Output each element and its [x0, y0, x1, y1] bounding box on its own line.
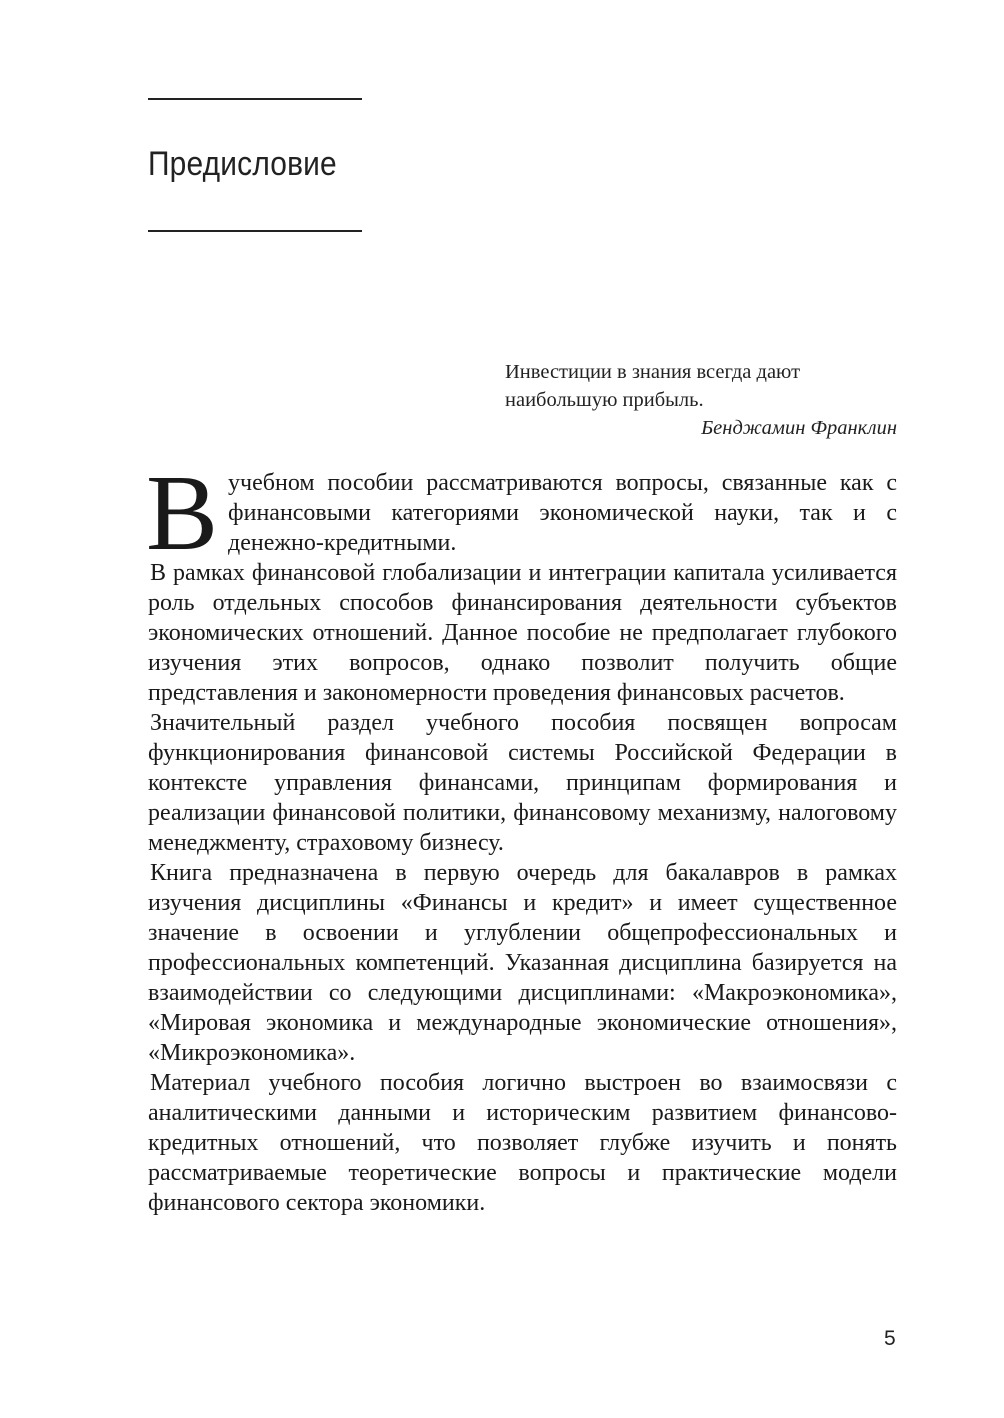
- paragraph-1: [146, 454, 897, 573]
- drop-cap: В: [146, 454, 219, 573]
- epigraph-author: Бенджамин Франклин: [701, 417, 897, 439]
- epigraph-text: Инвестиции в знания всегда дают наибольшую прибыль.: [505, 361, 801, 411]
- epigraph: [505, 358, 897, 442]
- paragraph-4: Книга предназначена в первую очередь для бакалавров в рамках изучения дисциплины «Финансы и кредит» и имеет существенное значение в освоении и углублении общепрофессиональных и профессиональных компетенций. Указанная дисциплина базируется на взаимодействии со следующими дисциплинами: «Макроэкономика», «Мировая экономика и международные экономические отношения», «Микроэкономика».: [148, 860, 897, 1066]
- title-rule-bottom: [148, 230, 362, 232]
- paragraph-5: Материал учебного пособия логично выстроен во взаимосвязи с аналитическими данными и историческим развитием финансово-кредитных отношений, что позволяет глубже изучить и понять рассматриваемые теоретические вопросы и практические модели финансового сектора экономики.: [148, 1070, 897, 1216]
- paragraph-3: Значительный раздел учебного пособия посвящен вопросам функционирования финансовой системы Российской Федерации в контексте управления финансами, принципам формирования и реализации финансовой политики, финансовому механизму, налоговому менеджменту, страховому бизнесу.: [148, 710, 897, 856]
- page-number: 5: [884, 1327, 896, 1350]
- chapter-title: Предисловие: [148, 145, 337, 183]
- paragraph-2: В рамках финансовой глобализации и интеграции капитала усиливается роль отдельных способов финансирования деятельности субъектов экономических отношений. Данное пособие не предполагает глубокого изучения этих вопросов, однако позволит получить общие представления и закономерности проведения финансовых расчетов.: [148, 560, 897, 706]
- title-rule-top: [148, 98, 362, 100]
- paragraph-1-text: учебном пособии рассматриваются вопросы, связанные как с финансовыми категориями экономической науки, так и с денежно-кредитными.: [228, 470, 897, 556]
- body-text: [146, 454, 897, 1218]
